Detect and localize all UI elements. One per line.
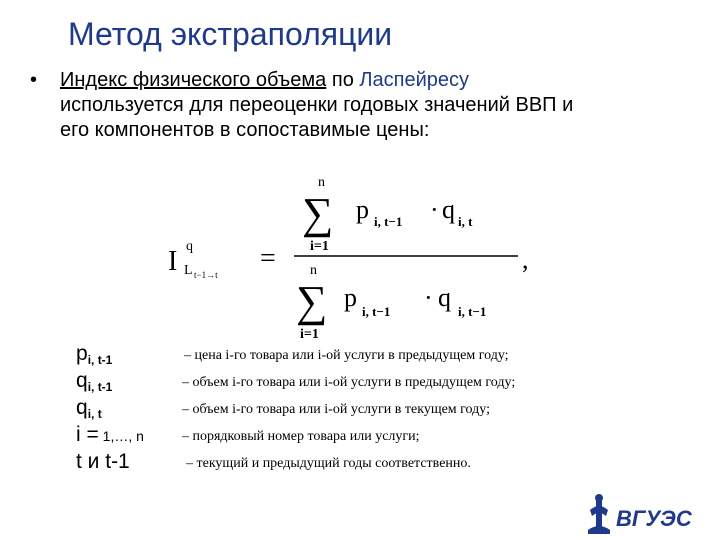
formula-lhs-subsub: t−1→t	[194, 270, 218, 280]
formula-comma: ,	[522, 245, 529, 274]
definition-symbol: $p_{i, t-1}$	[76, 342, 113, 367]
den-q-sub: i, t−1	[458, 304, 487, 319]
den-p-sub: i, t−1	[362, 304, 391, 319]
num-p-sub: i, t−1	[374, 214, 403, 229]
den-p: p	[344, 283, 357, 312]
definition-row	[76, 450, 696, 478]
num-p: p	[356, 195, 369, 224]
bullet-marker: •	[30, 69, 38, 91]
definition-text: – цена i-го товара или i-ой услуги в предыдущем году;	[184, 348, 509, 363]
logo-text: ВГУЭС	[616, 506, 692, 531]
definition-text: – объем i-го товара или i-ой услуги в текущем году;	[182, 402, 490, 417]
bullet-connector: по	[326, 69, 360, 91]
num-sigma: ∑	[302, 189, 334, 238]
den-sum-top: n	[310, 263, 317, 278]
bullet-line-2: используется для переоценки годовых значений ВВП и	[60, 94, 574, 116]
num-q: q	[442, 195, 455, 224]
den-q: q	[438, 283, 451, 312]
den-sigma: ∑	[296, 277, 328, 326]
definition-symbol: i = 1,…, n	[76, 423, 144, 446]
bullet-text	[60, 68, 700, 143]
underlined-term: Индекс физического объема	[60, 69, 327, 91]
formula-lhs-i: I	[168, 246, 178, 277]
definition-row	[76, 342, 696, 370]
num-q-sub: i, t	[458, 214, 473, 229]
num-sum-bottom: i=1	[310, 239, 329, 254]
crest-icon	[588, 494, 610, 534]
definition-text: – объем i-го товара или i-ой услуги в предыдущем году;	[182, 375, 516, 390]
den-dot: ·	[424, 283, 433, 312]
definition-symbol: t и t-1	[76, 450, 130, 473]
formula-equals: =	[260, 243, 276, 274]
bullet-line-3: его компонентов в сопоставимые цены:	[60, 119, 430, 141]
laspeyres-term: Ласпейресу	[359, 69, 470, 91]
den-sum-bottom: i=1	[300, 327, 319, 340]
definition-symbol: $q_{i, t}$	[76, 396, 102, 421]
num-sum-top: n	[318, 175, 325, 190]
definition-row	[76, 396, 696, 424]
definition-symbol: $q_{i, t-1}$	[76, 369, 113, 394]
university-logo	[584, 492, 702, 538]
slide-title: Метод экстраполяции	[68, 16, 393, 52]
definition-row	[76, 369, 696, 397]
formula-lhs-sub: L	[184, 263, 193, 278]
laspeyres-formula	[160, 170, 560, 340]
definition-row	[76, 423, 696, 451]
definition-text: – текущий и предыдущий годы соответственно.	[186, 456, 471, 471]
definition-text: – порядковый номер товара или услуги;	[182, 429, 420, 444]
num-dot: ·	[430, 195, 439, 224]
formula-lhs-sup: q	[186, 239, 193, 254]
